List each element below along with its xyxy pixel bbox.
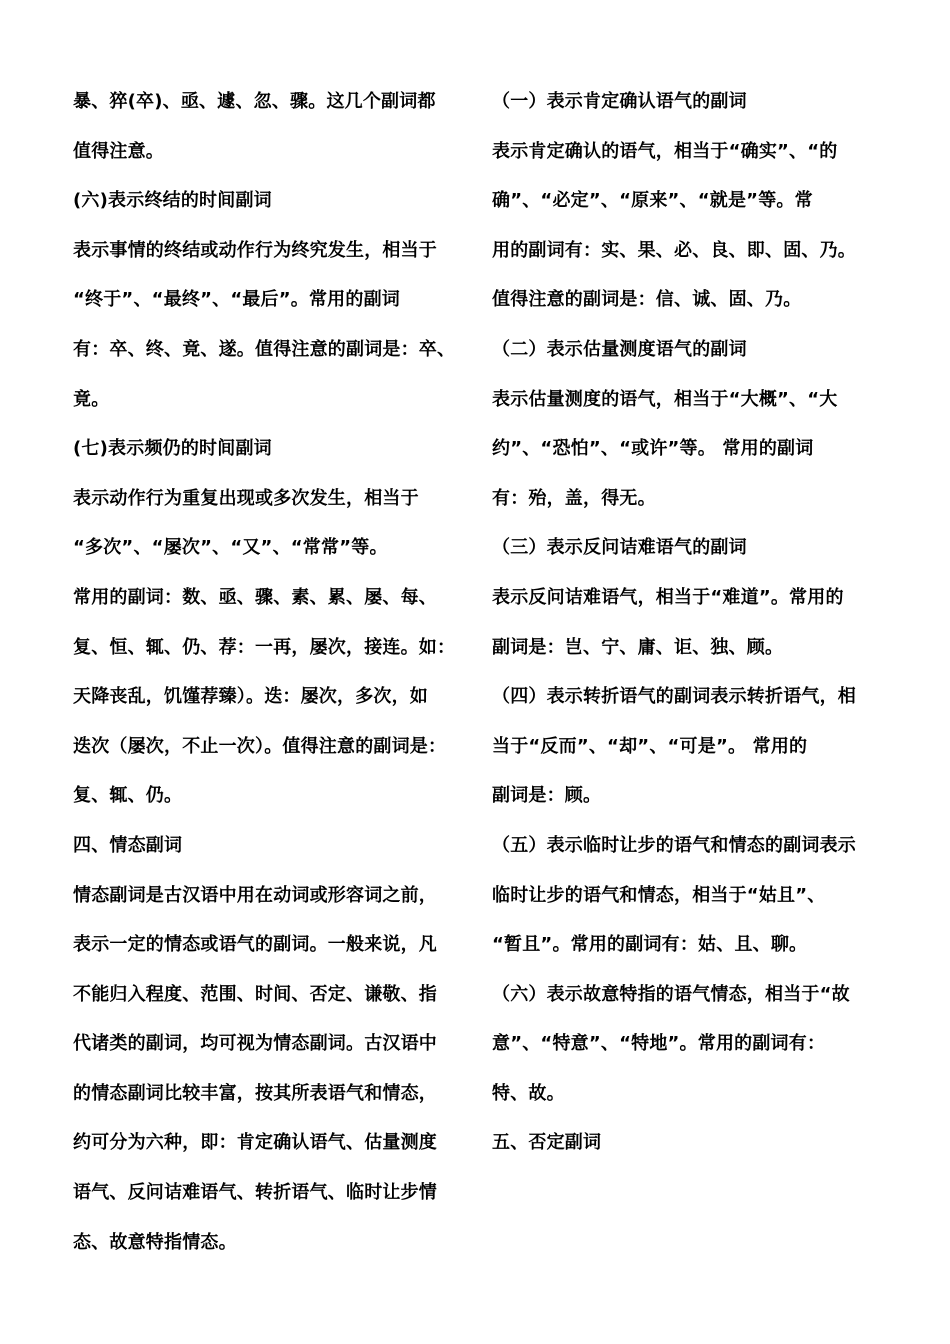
section-heading: 五、否定副词 — [492, 1132, 602, 1154]
text-line: 不能归入程度、范围、时间、否定、谦敬、指 — [73, 983, 437, 1005]
text-line: 态、故意特指情态。 — [73, 1231, 237, 1253]
text-line: 语气、反问诘难语气、转折语气、临时让步情 — [73, 1182, 437, 1204]
text-line: 副词是：顾。 — [492, 785, 602, 807]
left-text-column — [73, 77, 473, 1267]
section-heading: 四、情态副词 — [73, 834, 183, 856]
text-line: 代诸类的副词，均可视为情态副词。古汉语中 — [73, 1033, 437, 1055]
text-line: 天降丧乱，饥馑荐臻）。迭：屡次，多次，如 — [73, 686, 428, 708]
text-line: 表示动作行为重复出现或多次发生，相当于 — [73, 487, 419, 509]
text-line: 临时让步的语气和情态，相当于“姑且”、 — [492, 884, 826, 906]
text-line: 竟。 — [73, 388, 110, 410]
text-line: 意”、“特意”、“特地”。常用的副词有： — [492, 1033, 826, 1055]
section-heading: （三）表示反问诘难语气的副词 — [492, 537, 747, 559]
text-line: 特、故。 — [492, 1082, 565, 1104]
text-line: “多次”、“屡次”、“又”、“常常”等。 — [73, 537, 388, 559]
text-line: 表示一定的情态或语气的副词。一般来说，凡 — [73, 934, 437, 956]
section-heading: （一）表示肯定确认语气的副词 — [492, 91, 747, 112]
text-line: 常用的副词：数、亟、骤、素、累、屡、每、 — [73, 586, 437, 608]
text-line: 表示估量测度的语气，相当于“大概”、“大 — [492, 388, 838, 410]
section-heading: （五）表示临时让步的语气和情态的副词表示 — [492, 834, 856, 856]
text-line: 暴、猝(卒)、亟、遽、忽、骤。这几个副词都 — [73, 91, 436, 112]
right-text-column — [492, 77, 882, 1168]
text-line: 值得注意的副词是：信、诚、固、乃。 — [492, 289, 802, 311]
text-line: 复、辄、仍。 — [73, 785, 183, 807]
text-line: “暂且”。常用的副词有：姑、且、聊。 — [492, 934, 808, 956]
text-line: 用的副词有：实、果、必、良、即、固、乃。 — [492, 239, 856, 261]
section-heading: （四）表示转折语气的副词表示转折语气，相 — [492, 686, 856, 708]
text-line: 表示肯定确认的语气，相当于“确实”、“的 — [492, 140, 838, 162]
section-heading: (六)表示终结的时间副词 — [73, 190, 272, 212]
text-line: 确”、“必定”、“原来”、“就是”等。常 — [492, 190, 813, 212]
section-heading: (七)表示频仍的时间副词 — [73, 438, 272, 460]
text-line: 表示事情的终结或动作行为终究发生，相当于 — [73, 239, 437, 261]
text-line: 的情态副词比较丰富，按其所表语气和情态， — [73, 1082, 437, 1104]
text-line: 有：殆，盖，得无。 — [492, 487, 656, 509]
text-line: 当于“反而”、“却”、“可是”。 常用的 — [492, 735, 808, 757]
text-line: 复、恒、辄、仍、荐：一再，屡次，接连。如： — [73, 636, 456, 658]
text-line: “终于”、“最终”、“最后”。常用的副词 — [73, 289, 400, 311]
text-line: 副词是：岂、宁、庸、讵、独、顾。 — [492, 636, 784, 658]
section-heading: （六）表示故意特指的语气情态，相当于“故 — [492, 983, 850, 1005]
section-heading: （二）表示估量测度语气的副词 — [492, 338, 747, 360]
text-line: 值得注意。 — [73, 140, 164, 162]
text-line: 情态副词是古汉语中用在动词或形容词之前， — [73, 884, 437, 906]
text-line: 约可分为六种，即：肯定确认语气、估量测度 — [73, 1132, 437, 1154]
text-line: 有：卒、终、竟、遂。值得注意的副词是：卒、 — [73, 338, 456, 360]
text-line: 约”、“恐怕”、“或许”等。 常用的副词 — [492, 438, 814, 460]
text-line: 表示反问诘难语气，相当于“难道”。常用的 — [492, 586, 844, 608]
text-line: 迭次（屡次，不止一次）。值得注意的副词是： — [73, 735, 447, 757]
